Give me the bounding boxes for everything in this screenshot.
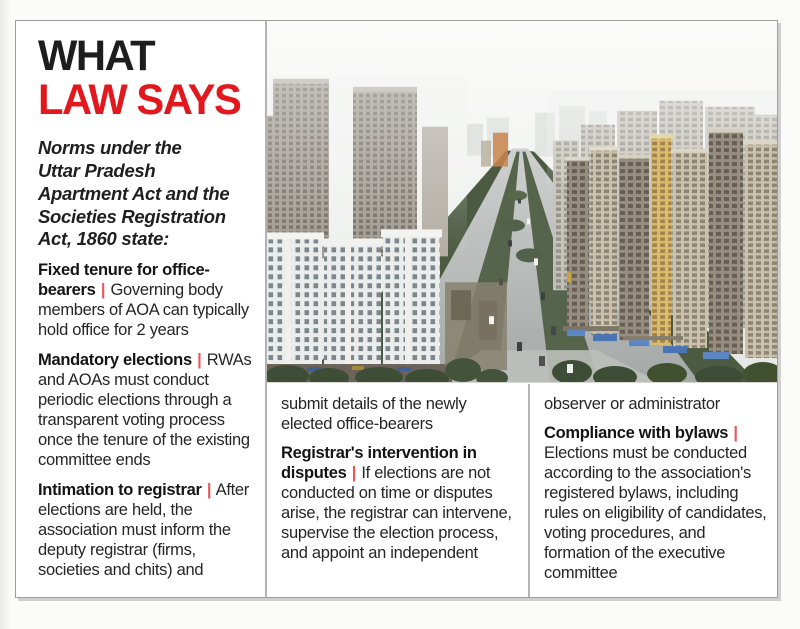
paragraph-body: observer or administrator xyxy=(544,395,720,413)
intro-line: Societies Registration xyxy=(38,205,226,227)
page-title xyxy=(38,32,247,124)
intro-text xyxy=(38,137,253,252)
paragraph-body: If elections are not conducted on time or disputes arise, the registrar can intervene, supervise the election process, and appoint an independent xyxy=(281,463,512,562)
left-column xyxy=(16,21,267,597)
city-photo-illustration xyxy=(267,21,777,382)
pipe-separator: | xyxy=(351,463,357,482)
left-white-towers xyxy=(267,229,442,372)
paragraph-head: Compliance with bylaws xyxy=(544,423,729,442)
intro-line: Norms under the xyxy=(38,136,182,158)
intro-line: Apartment Act and the xyxy=(38,182,230,204)
paragraph-head: Registrar's intervention in disputes xyxy=(281,443,477,482)
pipe-separator: | xyxy=(100,281,106,300)
right-column xyxy=(532,384,777,597)
orange-tower xyxy=(493,133,508,167)
middle-column xyxy=(267,384,530,597)
pipe-separator: | xyxy=(733,423,738,442)
pipe-separator: | xyxy=(206,480,212,499)
bottom-columns xyxy=(267,384,777,597)
paragraph-body: submit details of the newly elected office-bearers xyxy=(281,395,467,433)
paragraph-body: RWAs and AOAs must conduct periodic elections through a transparent voting process once the tenure of the existing committee ends xyxy=(38,351,252,469)
paragraph-continuation xyxy=(544,395,771,415)
intro-line: Act, 1860 state: xyxy=(38,228,169,250)
paragraph-intimation-registrar xyxy=(38,481,253,581)
paragraph-continuation xyxy=(281,395,512,435)
paragraph-body: After elections are held, the association must inform the deputy registrar (firms, societies and chits) and xyxy=(38,480,249,579)
paragraph-body: Elections must be conducted according to the association's registered bylaws, including rules on eligibility of candidates, voting procedures, and formation of the executive committee xyxy=(544,443,767,582)
infographic-frame xyxy=(15,20,778,598)
small-tower xyxy=(481,141,491,167)
intro-line: Uttar Pradesh xyxy=(38,159,156,181)
city-photo xyxy=(267,21,777,383)
title-line-1: WHAT xyxy=(38,32,155,80)
paragraph-head: Fixed tenure for office-bearers xyxy=(38,261,210,300)
paragraph-fixed-tenure xyxy=(38,261,253,341)
pipe-separator: | xyxy=(197,351,202,370)
paragraph-registrar-intervention xyxy=(281,444,512,564)
paragraph-mandatory-elections xyxy=(38,351,253,471)
right-foreground-towers xyxy=(565,129,777,358)
paragraph-body: Governing body members of AOA can typically hold office for 2 years xyxy=(38,281,249,340)
paragraph-head: Intimation to registrar xyxy=(38,480,202,499)
paragraph-compliance-bylaws xyxy=(544,424,771,584)
paragraph-head: Mandatory elections xyxy=(38,351,192,370)
title-line-2: LAW SAYS xyxy=(38,75,241,124)
